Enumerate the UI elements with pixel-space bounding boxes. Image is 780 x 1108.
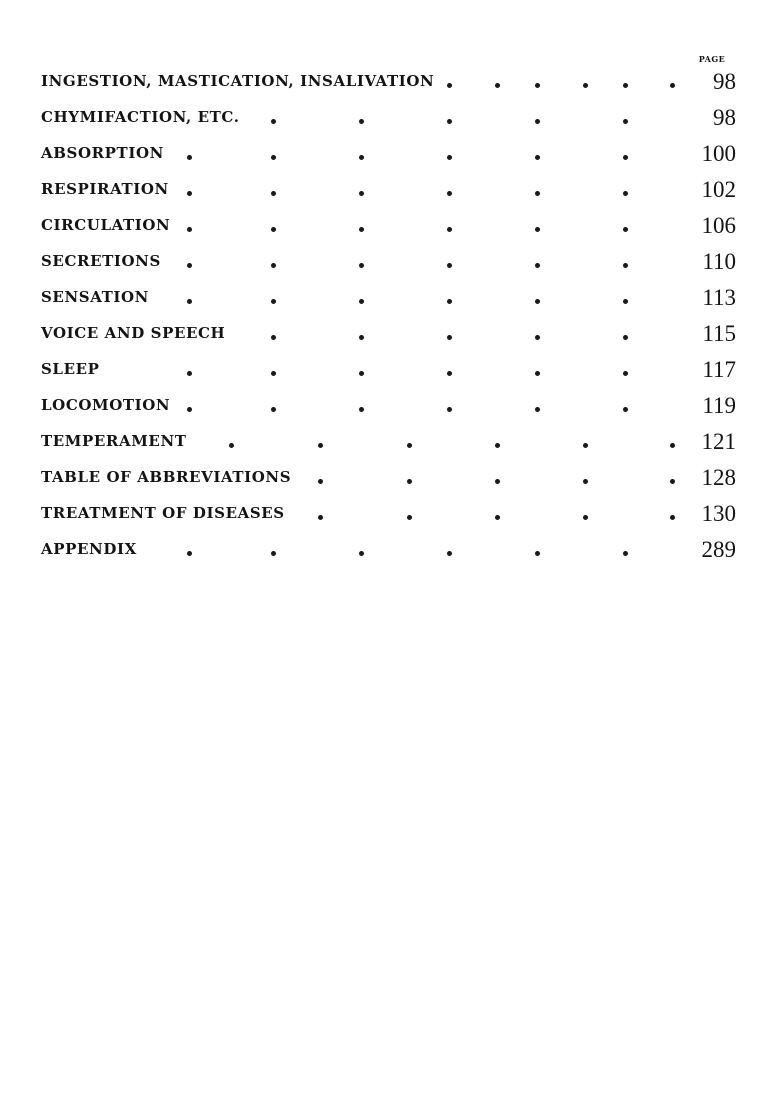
leader-dot xyxy=(447,371,452,376)
dot-leader xyxy=(41,496,736,532)
leader-dot xyxy=(359,263,364,268)
leader-dot xyxy=(623,155,628,160)
toc-entry-page-number: 117 xyxy=(702,357,736,382)
leader-dot xyxy=(271,155,276,160)
leader-dot xyxy=(623,335,628,340)
leader-dot xyxy=(495,515,500,520)
toc-entry xyxy=(41,100,736,136)
leader-dot xyxy=(447,407,452,412)
toc-entry-page-number: 115 xyxy=(702,321,736,346)
leader-dot xyxy=(187,263,192,268)
leader-dot xyxy=(535,407,540,412)
leader-dot xyxy=(495,83,500,88)
leader-dot xyxy=(407,515,412,520)
leader-dot xyxy=(359,227,364,232)
toc-entry-page-number: 128 xyxy=(701,465,736,490)
leader-dot xyxy=(359,371,364,376)
leader-dot xyxy=(271,335,276,340)
leader-dot xyxy=(187,407,192,412)
leader-dot xyxy=(359,191,364,196)
leader-dot xyxy=(535,83,540,88)
leader-dot xyxy=(670,443,675,448)
toc-entry-page-number: 100 xyxy=(701,141,736,166)
dot-leader xyxy=(41,136,736,172)
leader-dot xyxy=(583,83,588,88)
leader-dot xyxy=(447,227,452,232)
leader-dot xyxy=(359,407,364,412)
leader-dot xyxy=(623,299,628,304)
leader-dot xyxy=(447,155,452,160)
leader-dot xyxy=(271,227,276,232)
dot-leader xyxy=(41,352,736,388)
leader-dot xyxy=(623,191,628,196)
leader-dot xyxy=(187,299,192,304)
toc-entry-page-number: 102 xyxy=(701,177,736,202)
leader-dot xyxy=(447,263,452,268)
leader-dot xyxy=(535,155,540,160)
leader-dot xyxy=(359,119,364,124)
leader-dot xyxy=(535,191,540,196)
toc-entry-title: VOICE AND SPEECH xyxy=(41,324,226,342)
leader-dot xyxy=(535,227,540,232)
toc-entry xyxy=(41,208,736,244)
toc-entry-title: INGESTION, MASTICATION, INSALIVATION xyxy=(41,72,435,90)
toc-entry xyxy=(41,496,736,532)
leader-dot xyxy=(535,263,540,268)
toc-entry-title: TREATMENT OF DISEASES xyxy=(41,504,285,522)
toc-entry-title: ABSORPTION xyxy=(41,144,164,162)
toc-entry-page-number: 113 xyxy=(702,285,736,310)
leader-dot xyxy=(447,299,452,304)
table-of-contents xyxy=(41,64,736,568)
leader-dot xyxy=(670,479,675,484)
leader-dot xyxy=(495,443,500,448)
leader-dot xyxy=(535,299,540,304)
dot-leader xyxy=(41,100,736,136)
toc-entry xyxy=(41,532,736,568)
leader-dot xyxy=(535,119,540,124)
leader-dot xyxy=(583,479,588,484)
leader-dot xyxy=(359,299,364,304)
leader-dot xyxy=(623,83,628,88)
toc-entry-page-number: 98 xyxy=(713,69,736,94)
toc-entry-page-number: 110 xyxy=(702,249,736,274)
leader-dot xyxy=(187,551,192,556)
leader-dot xyxy=(187,155,192,160)
leader-dot xyxy=(318,515,323,520)
leader-dot xyxy=(318,443,323,448)
leader-dot xyxy=(670,515,675,520)
dot-leader xyxy=(41,424,736,460)
leader-dot xyxy=(271,263,276,268)
leader-dot xyxy=(318,479,323,484)
leader-dot xyxy=(271,299,276,304)
toc-entry xyxy=(41,388,736,424)
toc-entry-page-number: 289 xyxy=(701,537,736,562)
toc-entry-title: SENSATION xyxy=(41,288,149,306)
dot-leader xyxy=(41,244,736,280)
toc-entry-page-number: 130 xyxy=(701,501,736,526)
leader-dot xyxy=(623,551,628,556)
dot-leader xyxy=(41,64,736,100)
dot-leader xyxy=(41,280,736,316)
dot-leader xyxy=(41,532,736,568)
toc-entry-page-number: 98 xyxy=(713,105,736,130)
toc-entry-page-number: 121 xyxy=(701,429,736,454)
toc-entry xyxy=(41,352,736,388)
toc-entry-title: CHYMIFACTION, ETC. xyxy=(41,108,240,126)
leader-dot xyxy=(359,155,364,160)
toc-entry-title: LOCOMOTION xyxy=(41,396,171,414)
toc-entry-title: RESPIRATION xyxy=(41,180,169,198)
leader-dot xyxy=(271,551,276,556)
toc-entry-title: SLEEP xyxy=(41,360,100,378)
leader-dot xyxy=(407,443,412,448)
leader-dot xyxy=(535,551,540,556)
toc-entry xyxy=(41,424,736,460)
toc-entry xyxy=(41,172,736,208)
leader-dot xyxy=(623,371,628,376)
leader-dot xyxy=(583,515,588,520)
leader-dot xyxy=(359,335,364,340)
leader-dot xyxy=(229,443,234,448)
leader-dot xyxy=(670,83,675,88)
leader-dot xyxy=(271,407,276,412)
toc-entry-title: TABLE OF ABBREVIATIONS xyxy=(41,468,292,486)
toc-entry xyxy=(41,64,736,100)
leader-dot xyxy=(623,227,628,232)
toc-entry-title: APPENDIX xyxy=(41,540,137,558)
leader-dot xyxy=(447,83,452,88)
leader-dot xyxy=(187,371,192,376)
leader-dot xyxy=(447,119,452,124)
toc-entry xyxy=(41,280,736,316)
dot-leader xyxy=(41,316,736,352)
leader-dot xyxy=(447,335,452,340)
toc-entry xyxy=(41,244,736,280)
dot-leader xyxy=(41,172,736,208)
leader-dot xyxy=(359,551,364,556)
leader-dot xyxy=(495,479,500,484)
toc-entry-title: CIRCULATION xyxy=(41,216,171,234)
leader-dot xyxy=(623,263,628,268)
leader-dot xyxy=(271,191,276,196)
leader-dot xyxy=(187,191,192,196)
toc-entry-page-number: 119 xyxy=(702,393,736,418)
toc-entry-page-number: 106 xyxy=(701,213,736,238)
toc-entry xyxy=(41,136,736,172)
leader-dot xyxy=(187,227,192,232)
toc-entry xyxy=(41,316,736,352)
toc-entry xyxy=(41,460,736,496)
leader-dot xyxy=(447,551,452,556)
dot-leader xyxy=(41,388,736,424)
toc-entry-title: SECRETIONS xyxy=(41,252,161,270)
dot-leader xyxy=(41,460,736,496)
leader-dot xyxy=(535,371,540,376)
leader-dot xyxy=(535,335,540,340)
leader-dot xyxy=(271,119,276,124)
page-column-label: PAGE xyxy=(698,54,726,64)
leader-dot xyxy=(447,191,452,196)
leader-dot xyxy=(623,407,628,412)
toc-entry-title: TEMPERAMENT xyxy=(41,432,187,450)
dot-leader xyxy=(41,208,736,244)
leader-dot xyxy=(623,119,628,124)
leader-dot xyxy=(271,371,276,376)
leader-dot xyxy=(407,479,412,484)
leader-dot xyxy=(583,443,588,448)
